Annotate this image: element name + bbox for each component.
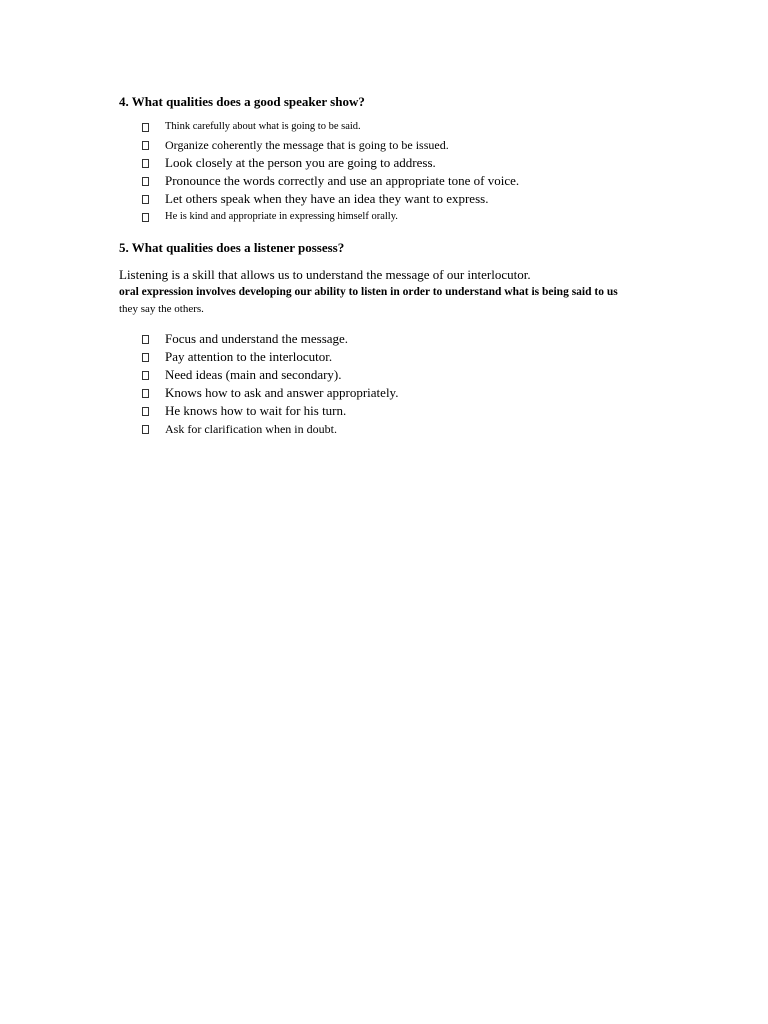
paragraph-bold: oral expression involves developing our ability to listen in order to understand what is being said to us (119, 286, 618, 298)
section-4-heading: 4. What qualities does a good speaker show? (119, 94, 365, 109)
list-item-text: Look closely at the person you are going to address. (165, 155, 436, 170)
checkbox-icon (142, 335, 149, 344)
list-item-text: Focus and understand the message. (165, 331, 349, 346)
checkbox-icon (142, 353, 149, 362)
checkbox-icon (142, 371, 149, 380)
list-item-text: Need ideas (main and secondary). (165, 367, 342, 382)
checkbox-icon (142, 213, 149, 222)
list-item-text: He is kind and appropriate in expressing himself orally. (165, 211, 398, 222)
checkbox-icon (142, 407, 149, 416)
list-item-text: Knows how to ask and answer appropriately. (165, 385, 399, 400)
list-item-text: Let others speak when they have an idea they want to express. (165, 191, 489, 206)
list-item-text: Ask for clarification when in doubt. (165, 422, 337, 436)
list-item-text: Pay attention to the interlocutor. (165, 349, 333, 364)
checkbox-icon (142, 123, 149, 132)
checkbox-icon (142, 177, 149, 186)
checkbox-icon (142, 195, 149, 204)
paragraph: Listening is a skill that allows us to understand the message of our interlocutor. (119, 267, 531, 282)
checkbox-icon (142, 389, 149, 398)
checkbox-icon (142, 159, 149, 168)
paragraph: they say the others. (119, 303, 204, 315)
checkbox-icon (142, 141, 149, 150)
checkbox-icon (142, 425, 149, 434)
list-item-text: Think carefully about what is going to be said. (165, 121, 361, 132)
list-item-text: Organize coherently the message that is going to be issued. (165, 138, 449, 152)
section-5-heading: 5. What qualities does a listener possess? (119, 240, 345, 255)
list-item-text: He knows how to wait for his turn. (165, 403, 347, 418)
list-item-text: Pronounce the words correctly and use an appropriate tone of voice. (165, 173, 520, 188)
